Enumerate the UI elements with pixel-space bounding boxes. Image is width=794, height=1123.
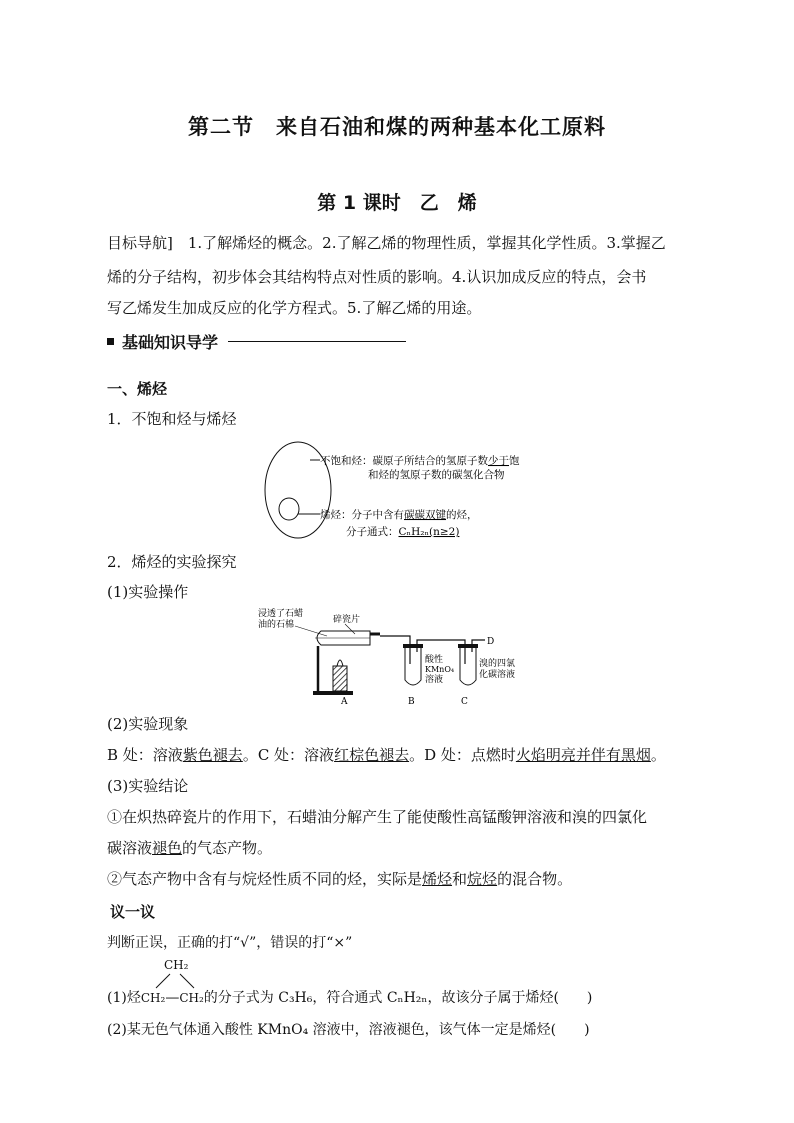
phenomenon-line: B 处：溶液紫色褪去。C 处：溶液红棕色褪去。D 处：点燃时火焰明亮并伴有黑烟。 <box>107 746 666 764</box>
stand-base <box>313 691 353 695</box>
knowledge-header: 基础知识导学 <box>107 330 406 353</box>
item1-title: 1．不饱和烃与烯烃 <box>107 410 237 428</box>
label-wax-1: 浸透了石蜡 <box>258 609 304 619</box>
answer-bright-flame: 火焰明亮并伴有黑烟 <box>515 746 651 764</box>
label-a: A <box>341 697 348 707</box>
answer-fade: 褪色 <box>152 839 183 857</box>
formula-text: 分子通式：CₙH₂ₙ(n≥2) <box>346 526 460 538</box>
question-2: (2)某无色气体通入酸性 KMnO₄ 溶液中，溶液褪色，该气体一定是烯烃( ) <box>107 1022 590 1038</box>
tube-c <box>460 646 476 685</box>
label-kmno4-2: KMnO₄ <box>425 665 455 674</box>
tube-b <box>405 646 421 685</box>
answer-purple-fade: 紫色褪去 <box>182 746 243 764</box>
q1-struct-top: CH₂ <box>164 958 189 972</box>
part1-title: 一、烯烃 <box>107 380 168 398</box>
judge-prompt: 判断正误，正确的打“√”，错误的打“×” <box>107 935 353 951</box>
square-bullet-icon <box>107 338 114 345</box>
header-rule <box>228 341 406 342</box>
objectives-line-3: 写乙烯发生加成反应的化学方程式。5.了解乙烯的用途。 <box>107 299 482 317</box>
label-d: D <box>487 637 495 647</box>
lesson-title: 第 1 课时 乙 烯 <box>317 192 477 214</box>
unsat-text: 不饱和烃：碳原子所结合的氢原子数少于饱 <box>320 455 520 467</box>
discuss-title: 议一议 <box>110 903 156 921</box>
label-b: B <box>408 697 415 707</box>
section-title: 第二节 来自石油和煤的两种基本化工原料 <box>188 115 606 139</box>
label-kmno4-1: 酸性 <box>425 655 444 665</box>
answer-alkane: 烷烃 <box>467 870 498 888</box>
conclusion-1-line-2: 碳溶液褪色的气态产物。 <box>107 839 273 857</box>
alkene-ellipse <box>279 498 299 520</box>
step3-title: (3)实验结论 <box>107 777 189 795</box>
conclusion-1-line-1: ①在炽热碎瓷片的作用下，石蜡油分解产生了能使酸性高锰酸钾溶液和溴的四氯化 <box>107 808 648 826</box>
conclusion-2: ②气态产物中含有与烷烃性质不同的烃，实际是烯烃和烷烃的混合物。 <box>107 870 573 888</box>
step2-title: (2)实验现象 <box>107 715 189 733</box>
objectives-line-2: 烯的分子结构，初步体会其结构特点对性质的影响。4.认识加成反应的特点，会书 <box>107 268 647 286</box>
alkene-set-diagram <box>258 438 548 548</box>
answer-redbrown-fade: 红棕色褪去 <box>334 746 410 764</box>
label-c: C <box>461 697 468 707</box>
label-wax-2: 油的石棉 <box>258 620 295 630</box>
step1-title: (1)实验操作 <box>107 583 189 601</box>
label-kmno4-3: 溶液 <box>425 675 444 685</box>
objectives-line-1: 目标导航] 1.了解烯烃的概念。2.了解乙烯的物理性质，掌握其化学性质。3.掌握乙 <box>107 234 666 252</box>
answer-alkene: 烯烃 <box>422 870 453 888</box>
question-1: (1)烃CH₂—CH₂的分子式为 C₃H₆，符合通式 CₙH₂ₙ，故该分子属于烯烃( ) <box>107 990 593 1006</box>
item2-title: 2．烯烃的实验探究 <box>107 553 237 571</box>
unsat-text-2: 和烃的氢原子数的碳氢化合物 <box>368 469 505 481</box>
alkene-text: 烯烃：分子中含有碳碳双键的烃， <box>320 509 478 521</box>
label-br-2: 化碳溶液 <box>479 670 516 680</box>
flame-icon <box>337 660 343 666</box>
label-br-1: 溴的四氯 <box>479 659 516 669</box>
objectives-label: 目标导航] <box>107 234 173 252</box>
apparatus-diagram <box>255 606 516 708</box>
label-porcelain: 碎瓷片 <box>333 615 361 625</box>
burner <box>333 666 347 691</box>
